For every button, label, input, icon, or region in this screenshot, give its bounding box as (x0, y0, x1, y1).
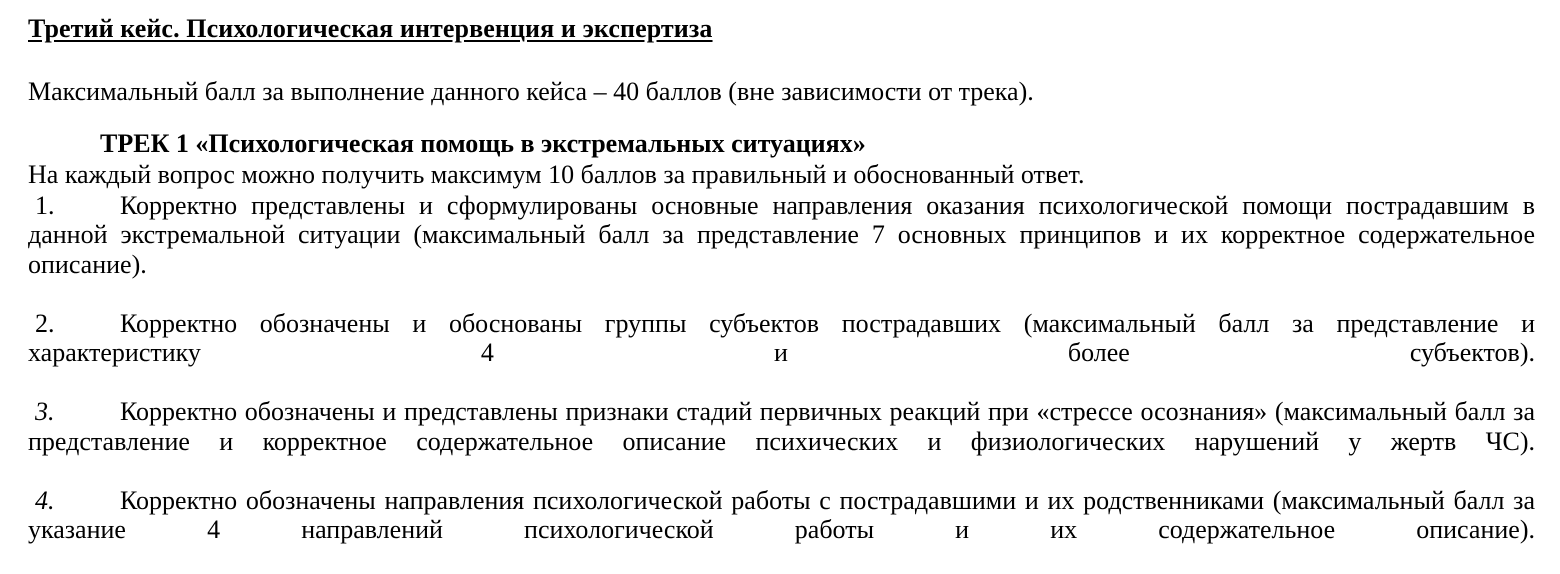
list-item-text: Корректно обозначены и представлены признаки стадий первичных реакций при «стрессе осознания» (максимальный балл за представление и корректное содержательное описание психических и физиологических нарушений у жертв ЧС). (28, 397, 1535, 456)
track-intro: На каждый вопрос можно получить максимум 10 баллов за правильный и обоснованный ответ. (28, 160, 1085, 190)
page-title: Третий кейс. Психологическая интервенция и экспертиза (28, 14, 713, 43)
list-item-text: Корректно представлены и сформулированы основные направления оказания психологической помощи пострадавшим в данной экстремальной ситуации (максимальный балл за представление 7 основных принципов и их корректное содержательное описание). (28, 190, 1535, 279)
list-item (28, 191, 1535, 309)
spacer (28, 45, 1535, 77)
max-score-note: Максимальный балл за выполнение данного кейса – 40 баллов (вне зависимости от трека). (28, 76, 1034, 106)
list-item-text: Корректно обозначены и обоснованы группы субъектов пострадавших (максимальный балл за представление и характеристику 4 и более субъектов). (28, 308, 1535, 368)
list-item-marker: 2. (35, 308, 55, 338)
list-item (28, 486, 1535, 574)
document-body (28, 0, 1535, 574)
list-item-marker: 1. (35, 190, 55, 220)
list-item-marker: 3. (35, 397, 55, 427)
list-item (28, 397, 1535, 486)
list-item-text: Корректно обозначены направления психологической работы с пострадавшими и их родственниками (максимальный балл за указание 4 направлений психологической работы и их содержательное описание). (28, 485, 1535, 545)
track-heading: ТРЕК 1 «Психологическая помощь в экстремальных ситуациях» (100, 129, 866, 159)
list-item-marker: 4. (35, 485, 55, 515)
list-item (28, 309, 1535, 398)
spacer (28, 107, 1535, 129)
